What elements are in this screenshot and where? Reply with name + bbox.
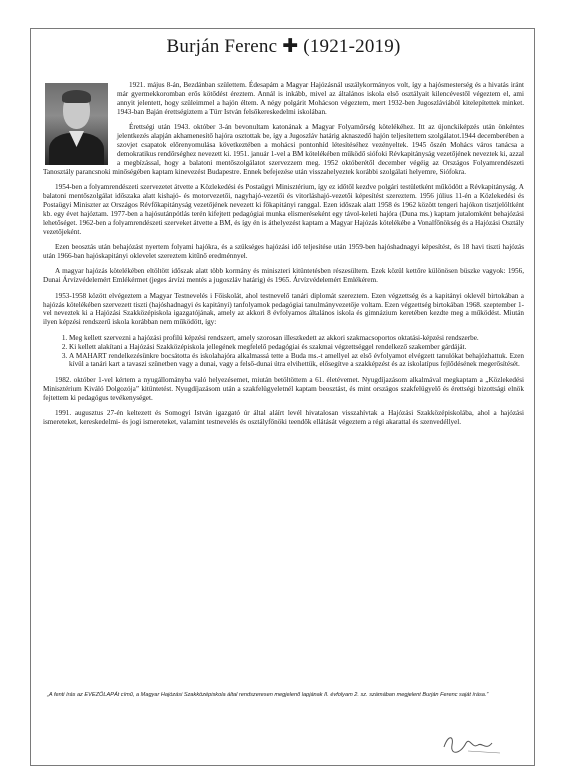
paragraph-7: 1982. október 1-vel kértem a nyugállományba való helyezésemet, miután betöltöttem a 61. életévemet. Nyugdíjazásom alkalmával megkaptam a „Közlekedési Minisztérium Kiváló Dolgozója” kitüntetést. Nyugdíjazásom után a szakfelügyeletnél kaptam beosztást, és mint országos szakfelügyelő és érettségi bizottsági elnök fejtettem ki pedagógus tevékenységet.	[43, 375, 524, 402]
paragraph-1: 1921. május 8-án, Bezdánban születtem. Édesapám a Magyar Hajózásnál uszálykormányos volt, így a hajósmesterség és a hivatás iránt már gyermekkoromban erős kötődést éreztem. Annál is inkább, mivel az általános iskola első osztályait kilencévestől végeztem el, ami annyit jelentett, hogy szüleimmel a hajón éltem. A négy polgárit Mohácson végeztem, mert 1932-ben Jugoszláviából kitelepítettek minket. 1943-ban Baján érettségiztem a Türr István felsőkereskedelmi iskolában.	[117, 81, 524, 116]
cross-icon: ✚	[282, 35, 299, 57]
portrait-photo	[45, 83, 108, 165]
source-footnote: „A fenti írás az EVEZŐLAPÁt című, a Magyar Hajózási Szakközépiskola által rendszeresen megjelenő lapjának II. évfolyam 2. sz. számában megjelent Burján Ferenc saját írása.”	[47, 692, 489, 698]
list-item: 2. Ki kellett alakítani a Hajózási Szakközépiskola jellegének megfelelő pedagógiai és szakmai végzettséggel rendelkező szakember gárdáját.	[69, 343, 524, 352]
list-item: 1. Meg kellett szervezni a hajózási profilú képzési rendszert, amely szorosan illeszkedett az akkori szakmacsoportos oktatási-képzési rendszerbe.	[69, 334, 524, 343]
title-years: (1921-2019)	[303, 36, 401, 57]
document-body	[43, 81, 524, 433]
paragraph-8: 1991. augusztus 27-én keltezett és Somogyi István igazgató úr által aláírt levél hivatalosan visszahívtak a Hajózási Szakközépiskolába, ahol a hajózási ismereteket, kereskedelmi- és jogi ismereteket, valamint testnevelés és osztályfőnöki teendők ellátását végeztem a régi akarattal és szenvedéllyel.	[43, 409, 524, 426]
paragraph-5: A magyar hajózás kötelékében eltöltött időszak alatt több kormány és miniszteri kitüntetésben részesültem. Ezek közül kettőre különösen büszke vagyok: 1956, Dunai Árvízvédelemért Emlékérmet (jeges árvízi mentés a jugoszláv határig) és 1965. Árvízvédelemért Emlékérem.	[43, 267, 524, 285]
numbered-list	[43, 334, 524, 370]
paragraph-4: Ezen beosztás után behajózást nyertem folyami hajókra, és a szükséges hajózási idő teljesítése után 1959-ben hajóshadnagyi képesítést, és 18 havi tiszti hajózás után 1966-ban hajóskapitányi oklevelet szereztem kitűnő eredménnyel.	[43, 243, 524, 260]
list-item: 3. A MAHART rendelkezésünkre bocsátotta és iskolahajóra alkalmassá tette a Buda ms.-t amellyel az első évfolyamot elvégzett tanulókat behajózhattuk. Ezen kívül a tanári kart a tavaszi szünetben vagy a dunai, vagy a felső-dunai útra elvihettük, elősegítve a szakképzést és az iskolatípus fejlődésének megerősítését.	[69, 352, 524, 370]
document-page	[30, 28, 535, 766]
handwritten-signature	[440, 729, 504, 759]
page-title	[31, 35, 536, 58]
paragraph-2: Érettségi után 1943. október 3-án bevonultam katonának a Magyar Folyamőrség kötelékéhez. Itt az újonckiképzés után önkéntes jelentkezés alapján akhamenesítő hajóra osztottak be, így a Jugoszláv határig aknaszedő hajón teljesítettem szolgálatot.1944 decemberében a szovjet csapatok előrenyomulása következtében a mohácsi pontonhíd létesítéséhez vezényeltek. 1945 őszén Mohács város tanácsa a demokratikus rendőrséghez nevezett ki. 1951. január 1-vel a BM kötelékében működő siófoki Révkapitányság vezetőjének neveztek ki, azzal a megbízással, hogy a balatoni mentőszolgálatot szervezzem meg. 1952 októberétől december végéig az Országos Folyamrendészeti Tanosztály parancsnoki minőségében kaptam kinevezést Budapestre. Ennek befejezése után visszahelyeztek korábbi szolgálati helyemre, Siófokra.	[43, 123, 524, 176]
paragraph-3: 1954-ben a folyamrendészeti szervezetet átvette a Közlekedési és Postaügyi Minisztérium, így ez időtől kezdve polgári testületként működött a Révkapitányság. A balatoni mentőszolgálat időszaka alatt kishajó- és motorvezetői, nagyhajó-vezetői és vitorláshajó-vezetői képesítést szereztem. 1956 július 11-én a Közlekedési és Postaügyi Miniszter az Országos Révfőkapitányság vezetőjének nevezett ki főkapitányi ranggal. Ezen időszak alatt 1958 és 1962 között tengeri hajókon tisztjelöltként kb. egy évet hajóztam. 1977-ben a hajósutánpótlás terén kifejtett pedagógiai munka elismeréseként egy távol-keleti hajóra (Duna ms.) kaptam jutalomként behajózási lehetőséget. 1962-ben a folyamrendészeti szerveket átvette a BM, és így én is áthelyezést kaptam a Magyar Hajózás kötelékébe a Vonalfőnökség és a Hajózási Osztály vezetőjeként.	[43, 183, 524, 236]
paragraph-6: 1953-1958 között elvégeztem a Magyar Testnevelés i Főiskolát, ahol testnevelő tanári diplomát szereztem. Ezen végzettség és a kapitányi oklevél birtokában a hajózás kötelékében szervezett tiszti (hajóshadnagyi és kapitányi) tanfolyamok pedagógiai tanulmányvezetője voltam. Ezen végzettség birtokában 1968. szeptember 1-vel neveztek ki a Hajózási Szakközépiskola igazgatójának, amely az akkori 8 évfolyamos általános iskola és gimnázium keretében kezdte meg a működést. Miután ilyen képzési rendszerű iskola korábban nem működött, így:	[43, 291, 524, 327]
title-name: Burján Ferenc	[166, 36, 278, 57]
